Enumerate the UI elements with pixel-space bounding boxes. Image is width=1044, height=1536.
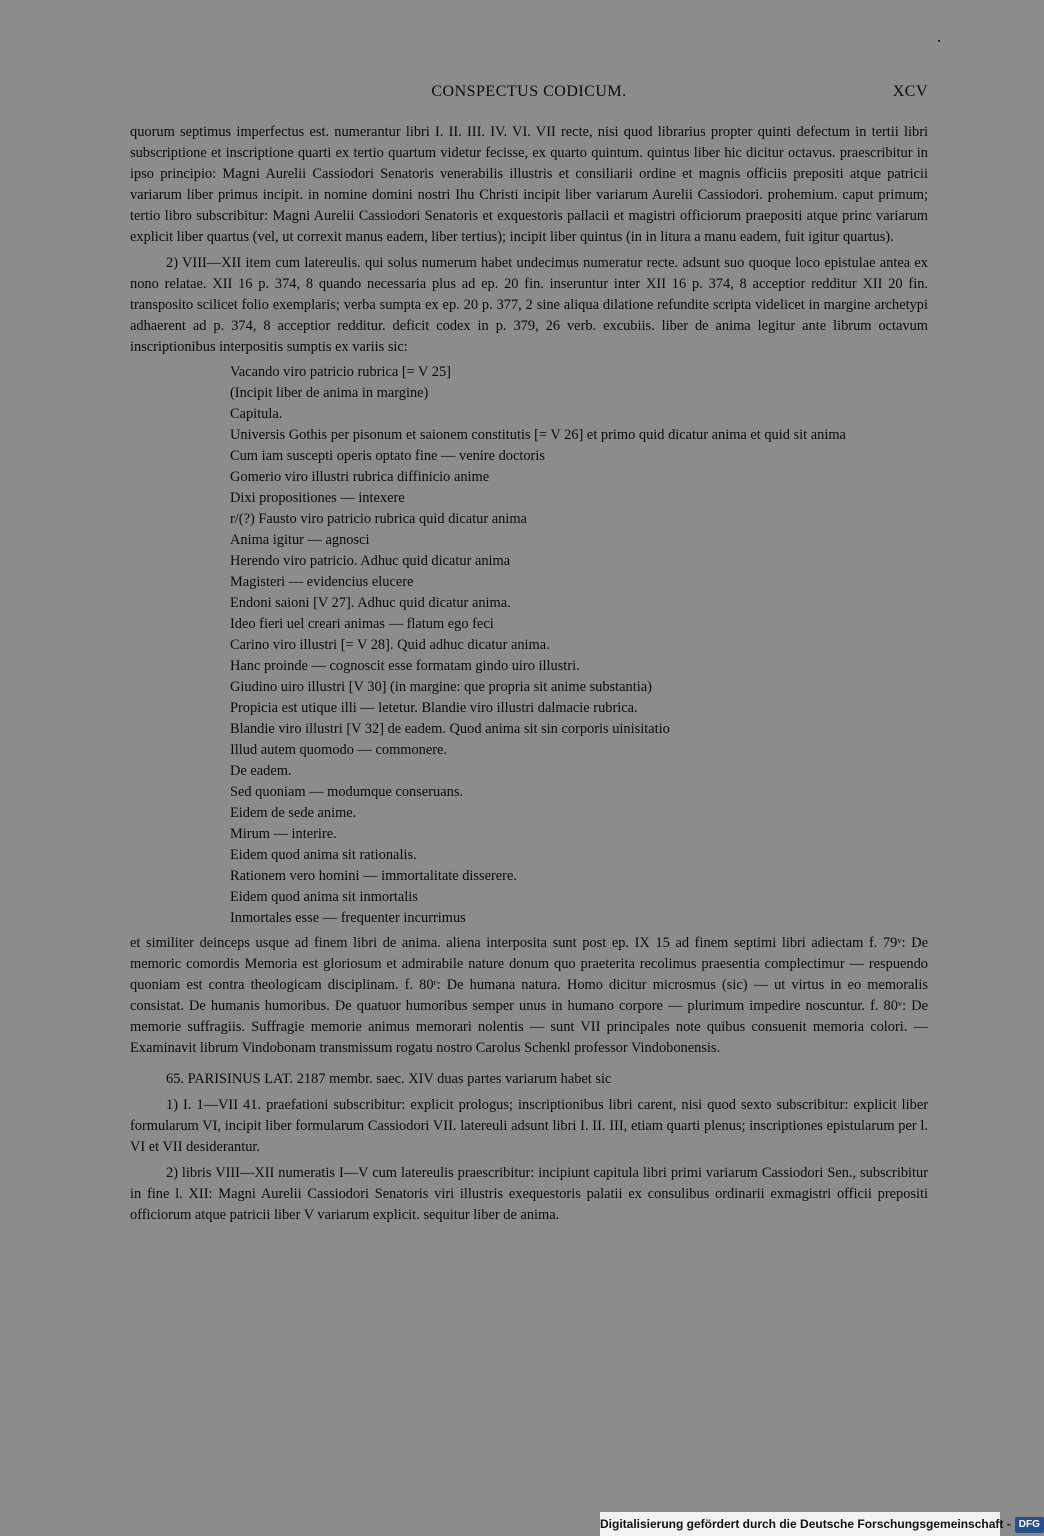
scan-speck — [938, 40, 940, 42]
list-item: Magisteri — evidencius elucere — [230, 574, 414, 590]
list-item: Cum iam suscepti operis optato fine — venire doctoris — [230, 448, 545, 464]
list-item: Dixi propositiones — intexere — [230, 490, 405, 506]
list-item: Anima igitur — agnosci — [230, 532, 370, 548]
list-item: Eidem de sede anime. — [230, 805, 357, 821]
page-body — [130, 122, 928, 1226]
paragraph: quorum septimus imperfectus est. numerantur libri I. II. III. IV. VI. VII recte, nisi quod librarius propter quinti defectum in tertii libri subscriptione et inscriptione quarti ex tertio quartum videtur fecisse, ex quarto quintum. quintus liber hic dicitur octavus. praescribitur in ipso principio: Magni Aurelii Cassiodori Senatoris venerabilis illustris et consiliarii ordine et magnis officiis prepositi atque patricii variarum liber primus incipit. in nomine domini nostri Ihu Christi incipit liber variarum Aurelii Cassiodori. prohemium. caput primum; tertio libro subscribitur: Magni Aurelii Cassiodori Senatoris et exquestoris pallacii et magistri officiorum praepositi atque princ variarum explicit liber quartus (vel, ut correxit manus eadem, liber tertius); incipit liber quintus (in in litura a manu eadem, fuit igitur quartus). — [130, 124, 928, 245]
list-item: Inmortales esse — frequenter incurrimus — [230, 910, 466, 926]
page-title: CONSPECTUS CODICUM. — [431, 83, 627, 100]
footer-text: Digitalisierung gefördert durch die Deutsche Forschungsgemeinschaft - — [600, 1517, 1011, 1531]
list-item: Propicia est utique illi — letetur. Blandie viro illustri dalmacie rubrica. — [230, 700, 638, 716]
list-item: Herendo viro patricio. Adhuc quid dicatur anima — [230, 553, 511, 569]
list-item: Giudino uiro illustri [V 30] (in margine: que propria sit anime substantia) — [230, 679, 652, 695]
list-item: Endoni saioni [V 27]. Adhuc quid dicatur anima. — [230, 595, 511, 611]
list-item: Ideo fieri uel creari animas — flatum ego feci — [230, 616, 494, 632]
list-item: Eidem quod anima sit rationalis. — [230, 847, 417, 863]
list-item: (Incipit liber de anima in margine) — [230, 385, 429, 401]
list-item: Vacando viro patricio rubrica [= V 25] — [230, 364, 451, 380]
section-gap — [130, 1059, 928, 1069]
paragraph: 2) libris VIII—XII numeratis I—V cum latereulis praescribitur: incipiunt capitula libri primi variarum Cassiodori Sen., subscribitur in fine l. XII: Magni Aurelii Cassiodori Senatoris viri illustris exequestoris palatii ex consulibus ordinarii exmagistri officii prepositi officiorum atque patricii liber V variarum explicit. sequitur liber de anima. — [130, 1165, 928, 1223]
list-item: Rationem vero homini — immortalitate disserere. — [230, 868, 517, 884]
list-item: Universis Gothis per pisonum et saionem constitutis [= V 26] et primo quid dicatur anima et quid sit anima — [230, 427, 846, 443]
list-item: Carino viro illustri [= V 28]. Quid adhuc dicatur anima. — [230, 637, 550, 653]
page-number: XCV — [892, 83, 928, 100]
paragraph: 1) I. 1—VII 41. praefationi subscribitur: explicit prologus; inscriptionibus libri carent, nisi quod sexto subscribitur: explicit liber formularum VI, incipit liber formularum Cassiodori VII. latereuli adsunt libri I. II. III, etiam quarti plenus; inscriptiones epistularum per l. VI et VII desiderantur. — [130, 1097, 928, 1155]
list-item: Hanc proinde — cognoscit esse formatam gindo uiro illustri. — [230, 658, 580, 674]
list-item: Sed quoniam — modumque conseruans. — [230, 784, 464, 800]
dfg-logo-icon: DFG — [1015, 1517, 1044, 1533]
list-item: Illud autem quomodo — commonere. — [230, 742, 448, 758]
paragraph: et similiter deinceps usque ad finem libri de anima. aliena interposita sunt post ep. IX 15 ad finem septimi libri adiectam f. 79ᵛ: De memoric comordis Memoria est gloriosum et admirabile nature donum quo praeterita recolimus praesentia complectimur — respuendo quoniam est contra theologicam disciplinam. f. 80ʳ: De humana natura. Homo dicitur microsmus (sic) — ut virtus in eo memoralis consistat. De humanis humoribus. De quatuor humoribus semper unus in humano corpore — plurimum impedire noscuntur. f. 80ᵛ: De memorie suffragiis. Suffragie memorie animus memorari nolentis — sunt VII principales note quibus consuenit memoria colori. — Examinavit librum Vindobonam transmissum rogatu nostro Carolus Schenkl professor Vindobonensis. — [130, 935, 928, 1056]
running-head — [130, 83, 928, 107]
list-item: r/(?) Fausto viro patricio rubrica quid dicatur anima — [230, 511, 527, 527]
inscription-list — [230, 362, 928, 929]
list-item: Capitula. — [230, 406, 283, 422]
paragraph: 2) VIII—XII item cum latereulis. qui solus numerum habet undecimus numeratur recte. adsunt suo quoque loco epistulae antea ex nono relatae. XII 16 p. 374, 8 quando necessaria plus ad ep. 20 fin. inseruntur inter XII 16 p. 374, 8 acceptior redditur XII 20 fin. transposito scilicet folio exemplaris; verba sumpta ex ep. 20 p. 377, 2 sine aliqua dilatione refundite scripta videlicet in margine archetypi adhaerent ad p. 374, 8 acceptior redditur. deficit codex in p. 379, 26 verb. excubiis. liber de anima legitur ante librum octavum inscriptionibus interpositis sumptis ex variis sic: — [130, 255, 928, 355]
list-item: Eidem quod anima sit inmortalis — [230, 889, 418, 905]
list-item: De eadem. — [230, 763, 292, 779]
list-item: Blandie viro illustri [V 32] de eadem. Quod anima sit sin corporis uinisitatio — [230, 721, 670, 737]
list-item: Mirum — interire. — [230, 826, 337, 842]
section-heading: 65. PARISINUS LAT. 2187 membr. saec. XIV duas partes variarum habet sic — [166, 1071, 612, 1087]
dfg-footer — [600, 1512, 1040, 1536]
list-item: Gomerio viro illustri rubrica diffinicio anime — [230, 469, 490, 485]
